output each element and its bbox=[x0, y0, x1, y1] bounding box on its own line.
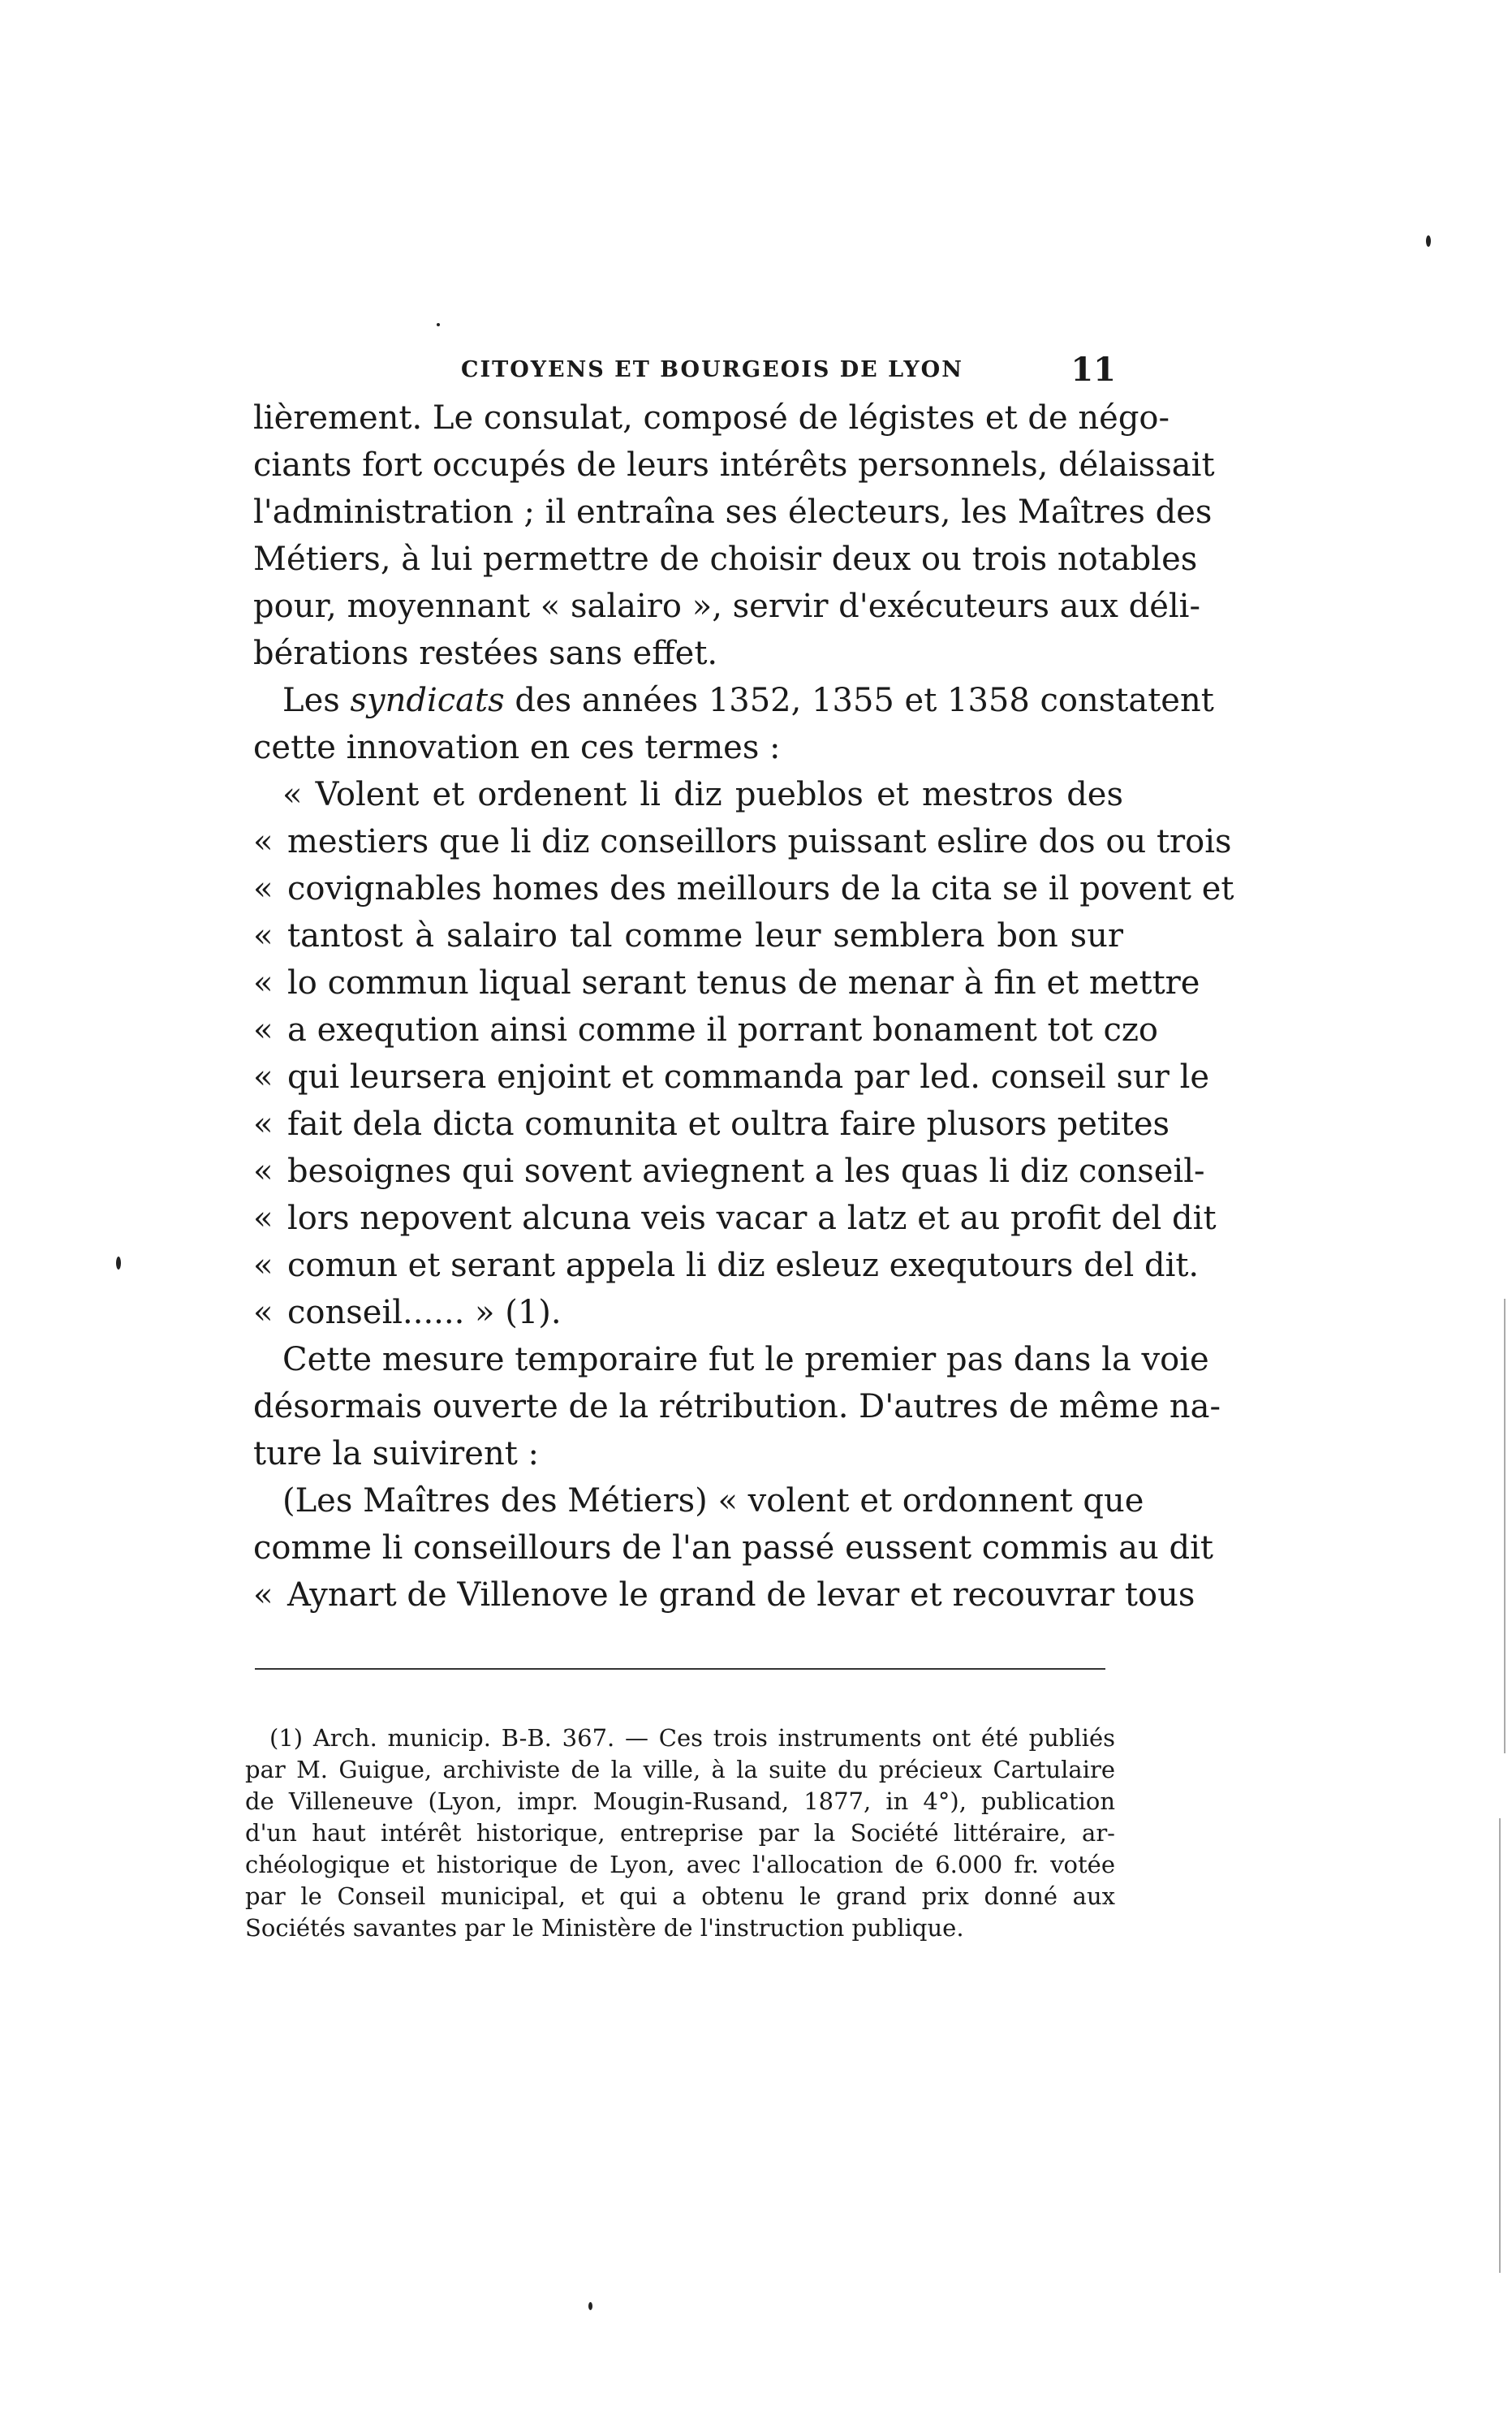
quote-line bbox=[253, 1054, 1210, 1101]
text-line: l'administration ; il entraîna ses électeurs, les Maîtres des bbox=[253, 494, 1213, 531]
text-line bbox=[253, 677, 1214, 724]
quote-line bbox=[253, 1289, 1123, 1336]
quote-line bbox=[253, 865, 1234, 912]
quote-mark: « bbox=[253, 1058, 274, 1096]
text-line: désormais ouverte de la rétribution. D'autres de même na- bbox=[253, 1388, 1221, 1425]
scan-edge-mark bbox=[1504, 1299, 1506, 1753]
text-line: ciants fort occupés de leurs intérêts personnels, délaissait bbox=[253, 446, 1215, 484]
scan-speck bbox=[437, 323, 440, 326]
footnote bbox=[245, 1722, 1115, 1944]
scan-speck bbox=[1426, 235, 1431, 247]
text-line: (Les Maîtres des Métiers) « volent et ordonnent que bbox=[282, 1482, 1144, 1520]
running-title: CITOYENS ET BOURGEOIS DE LYON bbox=[461, 357, 963, 382]
body-text bbox=[253, 394, 1234, 1619]
page-number: 11 bbox=[1070, 351, 1116, 389]
text-segment: Les bbox=[282, 682, 351, 719]
quote-mark: « bbox=[253, 1011, 274, 1049]
footnote-line: (1) Arch. municip. B-B. 367. — Ces trois instruments ont été publiés bbox=[269, 1724, 1115, 1752]
text-line: Cette mesure temporaire fut le premier pas dans la voie bbox=[282, 1341, 1209, 1378]
quote-text: Aynart de Villenove le grand de levar et recouvrar tous bbox=[287, 1576, 1195, 1614]
quote-line bbox=[253, 912, 1123, 959]
quote-text: besoignes qui sovent aviegnent a les quas li diz conseil- bbox=[287, 1153, 1205, 1190]
footnote-line: de Villeneuve (Lyon, impr. Mougin-Rusand, 1877, in 4°), publication bbox=[245, 1787, 1115, 1815]
quote-text: a exeqution ainsi comme il porrant bonament tot czo bbox=[287, 1011, 1159, 1049]
quote-text: covignables homes des meillours de la cita se il povent et bbox=[287, 870, 1234, 908]
text-line: comme li conseillours de l'an passé eussent commis au dit bbox=[253, 1529, 1213, 1567]
quote-line bbox=[253, 1195, 1217, 1242]
quote-mark: « bbox=[253, 1247, 274, 1284]
scan-speck bbox=[116, 1257, 121, 1270]
quote-mark: « bbox=[253, 1153, 274, 1190]
quote-line bbox=[253, 959, 1200, 1007]
text-line: pour, moyennant « salairo », servir d'exécuteurs aux déli- bbox=[253, 588, 1200, 625]
italic-term: syndicats bbox=[350, 682, 505, 719]
footnote-line: par le Conseil municipal, et qui a obtenu le grand prix donné aux bbox=[245, 1882, 1115, 1910]
footnote-line: d'un haut intérêt historique, entreprise par la Société littéraire, ar- bbox=[245, 1819, 1115, 1847]
text-line: Métiers, à lui permettre de choisir deux ou trois notables bbox=[253, 541, 1198, 578]
quote-line bbox=[253, 1007, 1159, 1054]
footnote-line: par M. Guigue, archiviste de la ville, à la suite du précieux Cartulaire bbox=[245, 1756, 1115, 1783]
text-line: bérations restées sans effet. bbox=[253, 635, 718, 672]
quote-mark: « bbox=[253, 1106, 274, 1143]
quote-line bbox=[253, 1101, 1170, 1148]
footnote-line: Sociétés savantes par le Ministère de l'instruction publique. bbox=[245, 1914, 964, 1942]
quote-mark: « bbox=[253, 1576, 274, 1614]
scan-edge-mark bbox=[1499, 1818, 1501, 2273]
scan-speck bbox=[588, 2302, 592, 2310]
quote-text: tantost à salairo tal comme leur semblera bon sur bbox=[287, 917, 1123, 955]
quote-line bbox=[253, 1148, 1205, 1195]
quote-mark: « bbox=[253, 823, 274, 860]
quote-text: conseil...... » (1). bbox=[287, 1294, 562, 1331]
quote-mark: « bbox=[253, 1294, 274, 1331]
quote-mark: « bbox=[253, 964, 274, 1002]
text-line: lièrement. Le consulat, composé de légistes et de négo- bbox=[253, 399, 1170, 437]
quote-mark: « bbox=[253, 1200, 274, 1237]
quote-line bbox=[253, 1571, 1195, 1619]
quote-text: qui leursera enjoint et commanda par led. conseil sur le bbox=[287, 1058, 1210, 1096]
quote-mark: « bbox=[253, 870, 274, 908]
footnote-line: chéologique et historique de Lyon, avec l'allocation de 6.000 fr. votée bbox=[245, 1851, 1115, 1878]
quote-line: « Volent et ordenent li diz pueblos et mestros des bbox=[282, 776, 1123, 813]
footnote-rule bbox=[255, 1668, 1105, 1670]
quote-mark: « bbox=[253, 917, 274, 955]
quote-text: lors nepovent alcuna veis vacar a latz et au profit del dit bbox=[287, 1200, 1217, 1237]
quote-line bbox=[253, 1242, 1200, 1289]
running-head bbox=[260, 351, 1116, 393]
quote-text: comun et serant appela li diz esleuz exequtours del dit. bbox=[287, 1247, 1200, 1284]
quote-text: lo commun liqual serant tenus de menar à fin et mettre bbox=[287, 964, 1200, 1002]
quote-text: mestiers que li diz conseillors puissant eslire dos ou trois bbox=[287, 823, 1232, 860]
text-line: cette innovation en ces termes : bbox=[253, 729, 781, 766]
text-segment: des années 1352, 1355 et 1358 constatent bbox=[504, 682, 1214, 719]
quote-line bbox=[253, 818, 1232, 865]
quote-text: fait dela dicta comunita et oultra faire plusors petites bbox=[287, 1106, 1170, 1143]
text-line: ture la suivirent : bbox=[253, 1435, 539, 1472]
